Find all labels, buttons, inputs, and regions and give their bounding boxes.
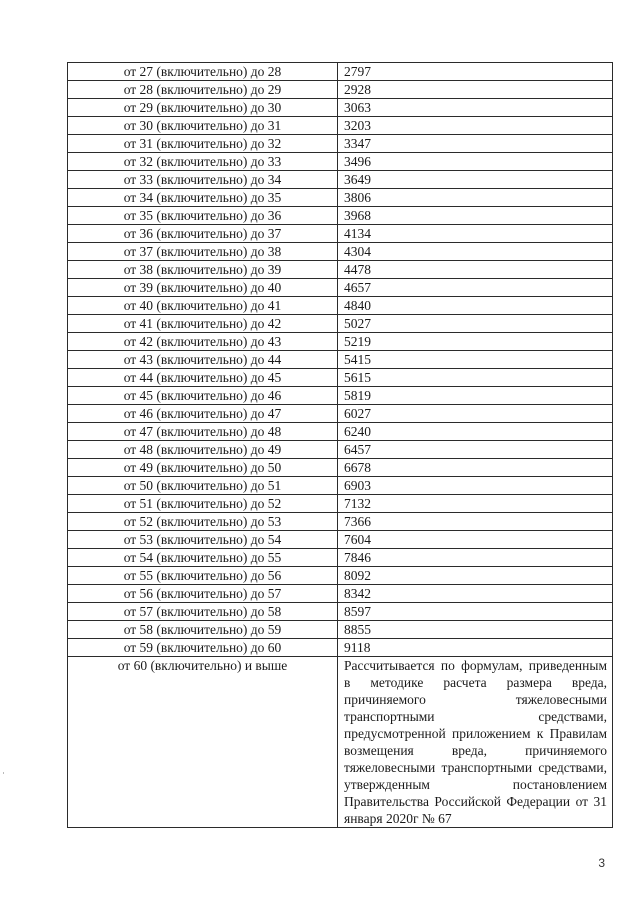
- table-row: [68, 549, 613, 567]
- table-row: [68, 405, 613, 423]
- table-row: [68, 459, 613, 477]
- table-row: [68, 531, 613, 549]
- value-cell: 4134: [338, 225, 613, 243]
- table-row: [68, 99, 613, 117]
- range-cell: от 33 (включительно) до 34: [68, 171, 338, 189]
- range-cell: от 29 (включительно) до 30: [68, 99, 338, 117]
- range-cell: от 51 (включительно) до 52: [68, 495, 338, 513]
- table-row: [68, 243, 613, 261]
- scan-speck: [3, 772, 4, 774]
- table-row: [68, 117, 613, 135]
- table-row: [68, 315, 613, 333]
- table-row: [68, 495, 613, 513]
- value-cell: 5819: [338, 387, 613, 405]
- table-row: [68, 603, 613, 621]
- table-row: [68, 81, 613, 99]
- range-cell: от 36 (включительно) до 37: [68, 225, 338, 243]
- range-cell: от 41 (включительно) до 42: [68, 315, 338, 333]
- value-cell: 4478: [338, 261, 613, 279]
- table-row: [68, 585, 613, 603]
- table-row: [68, 567, 613, 585]
- range-cell: от 28 (включительно) до 29: [68, 81, 338, 99]
- value-cell: 3063: [338, 99, 613, 117]
- table-row: [68, 189, 613, 207]
- range-cell: от 54 (включительно) до 55: [68, 549, 338, 567]
- range-cell: от 57 (включительно) до 58: [68, 603, 338, 621]
- table-row: [68, 63, 613, 81]
- page-number: 3: [598, 856, 605, 870]
- value-cell: 5219: [338, 333, 613, 351]
- table-row: [68, 621, 613, 639]
- tariff-table: [67, 62, 613, 828]
- value-cell: 7846: [338, 549, 613, 567]
- table-row: [68, 297, 613, 315]
- table-row: [68, 639, 613, 657]
- value-cell: 3649: [338, 171, 613, 189]
- range-cell: от 34 (включительно) до 35: [68, 189, 338, 207]
- table-row: [68, 261, 613, 279]
- table-row: [68, 387, 613, 405]
- range-cell: от 60 (включительно) и выше: [68, 657, 338, 828]
- table-row: [68, 153, 613, 171]
- value-cell: 9118: [338, 639, 613, 657]
- table-row: [68, 351, 613, 369]
- value-cell: 7604: [338, 531, 613, 549]
- range-cell: от 27 (включительно) до 28: [68, 63, 338, 81]
- value-cell: 6027: [338, 405, 613, 423]
- value-cell: 8597: [338, 603, 613, 621]
- formula-cell: Рассчитывается по формулам, приведенным в методике расчета размера вреда, причиняемого тяжеловесными транспортными средствами, предусмотренной приложением к Правилам возмещения вреда, причиняемого тяжеловесными транспортными средствами, утвержденным постановлением Правительства Российской Федерации от 31 января 2020г № 67: [338, 657, 613, 828]
- range-cell: от 40 (включительно) до 41: [68, 297, 338, 315]
- range-cell: от 32 (включительно) до 33: [68, 153, 338, 171]
- range-cell: от 38 (включительно) до 39: [68, 261, 338, 279]
- range-cell: от 53 (включительно) до 54: [68, 531, 338, 549]
- value-cell: 7366: [338, 513, 613, 531]
- value-cell: 8855: [338, 621, 613, 639]
- value-cell: 8092: [338, 567, 613, 585]
- range-cell: от 55 (включительно) до 56: [68, 567, 338, 585]
- value-cell: 8342: [338, 585, 613, 603]
- value-cell: 5615: [338, 369, 613, 387]
- value-cell: 3968: [338, 207, 613, 225]
- range-cell: от 44 (включительно) до 45: [68, 369, 338, 387]
- table-row: [68, 279, 613, 297]
- range-cell: от 37 (включительно) до 38: [68, 243, 338, 261]
- range-cell: от 46 (включительно) до 47: [68, 405, 338, 423]
- table-row: [68, 171, 613, 189]
- value-cell: 4657: [338, 279, 613, 297]
- value-cell: 7132: [338, 495, 613, 513]
- value-cell: 6678: [338, 459, 613, 477]
- value-cell: 5415: [338, 351, 613, 369]
- range-cell: от 31 (включительно) до 32: [68, 135, 338, 153]
- range-cell: от 58 (включительно) до 59: [68, 621, 338, 639]
- range-cell: от 56 (включительно) до 57: [68, 585, 338, 603]
- value-cell: 2928: [338, 81, 613, 99]
- value-cell: 3496: [338, 153, 613, 171]
- range-cell: от 45 (включительно) до 46: [68, 387, 338, 405]
- value-cell: 4304: [338, 243, 613, 261]
- range-cell: от 30 (включительно) до 31: [68, 117, 338, 135]
- table-row: [68, 333, 613, 351]
- range-cell: от 48 (включительно) до 49: [68, 441, 338, 459]
- range-cell: от 39 (включительно) до 40: [68, 279, 338, 297]
- value-cell: 5027: [338, 315, 613, 333]
- table-row: [68, 135, 613, 153]
- table-row: [68, 441, 613, 459]
- range-cell: от 59 (включительно) до 60: [68, 639, 338, 657]
- table-row-last: [68, 657, 613, 828]
- value-cell: 3203: [338, 117, 613, 135]
- value-cell: 6903: [338, 477, 613, 495]
- range-cell: от 42 (включительно) до 43: [68, 333, 338, 351]
- value-cell: 2797: [338, 63, 613, 81]
- value-cell: 6457: [338, 441, 613, 459]
- table-row: [68, 207, 613, 225]
- range-cell: от 47 (включительно) до 48: [68, 423, 338, 441]
- value-cell: 4840: [338, 297, 613, 315]
- table-row: [68, 513, 613, 531]
- value-cell: 3806: [338, 189, 613, 207]
- value-cell: 3347: [338, 135, 613, 153]
- range-cell: от 50 (включительно) до 51: [68, 477, 338, 495]
- table-row: [68, 477, 613, 495]
- range-cell: от 52 (включительно) до 53: [68, 513, 338, 531]
- table-row: [68, 225, 613, 243]
- range-cell: от 43 (включительно) до 44: [68, 351, 338, 369]
- table-row: [68, 423, 613, 441]
- table-row: [68, 369, 613, 387]
- tariff-table-body: [68, 63, 613, 828]
- value-cell: 6240: [338, 423, 613, 441]
- range-cell: от 49 (включительно) до 50: [68, 459, 338, 477]
- range-cell: от 35 (включительно) до 36: [68, 207, 338, 225]
